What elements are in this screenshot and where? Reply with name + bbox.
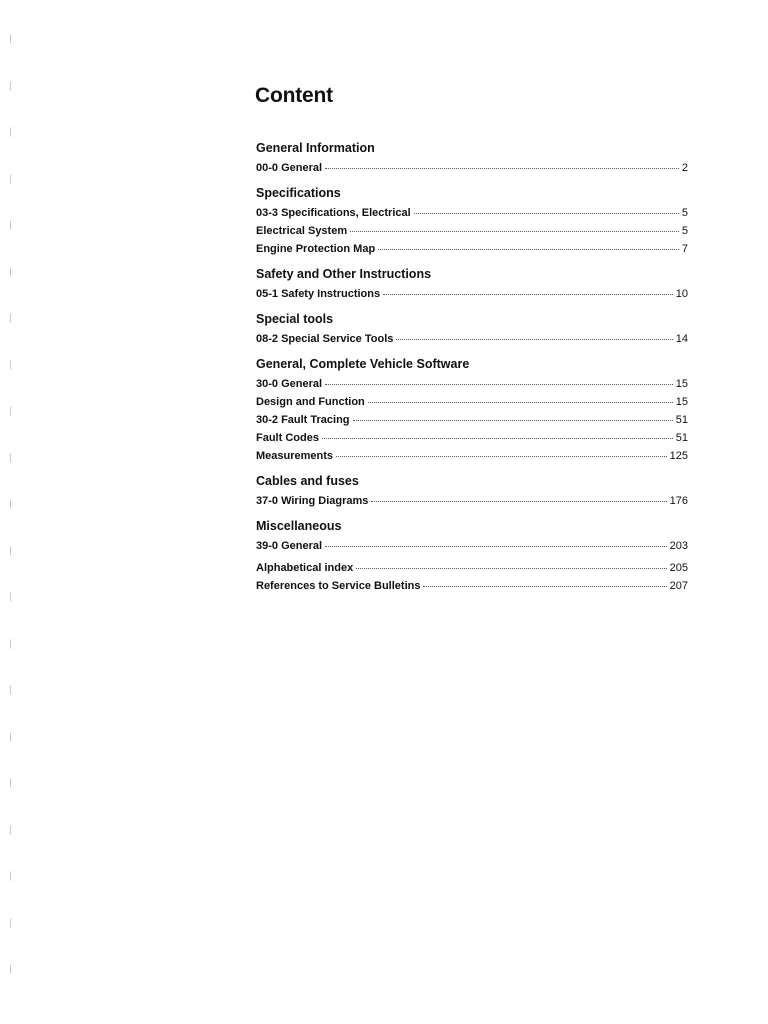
toc-section — [256, 356, 688, 465]
section-heading: Miscellaneous — [256, 519, 342, 533]
toc-entry[interactable] — [256, 240, 688, 258]
binding-mark — [10, 592, 14, 602]
dot-leader — [383, 293, 673, 295]
binding-mark — [10, 871, 14, 881]
entry-label: 08-2 Special Service Tools — [256, 333, 394, 345]
binding-mark — [10, 639, 14, 649]
toc-entry[interactable] — [256, 285, 688, 303]
binding-mark — [10, 313, 14, 323]
toc-section — [256, 266, 688, 303]
dot-leader — [378, 248, 679, 250]
entry-label: 03-3 Specifications, Electrical — [256, 207, 411, 219]
toc-entry[interactable] — [256, 447, 688, 465]
toc-entry[interactable] — [256, 559, 688, 577]
toc-section — [256, 311, 688, 348]
binding-mark — [10, 825, 14, 835]
binding-mark — [10, 685, 14, 695]
binding-mark — [10, 81, 14, 91]
section-heading: Safety and Other Instructions — [256, 267, 432, 281]
dot-leader — [423, 585, 666, 587]
dot-leader — [396, 338, 672, 340]
entry-page-number: 14 — [675, 333, 688, 345]
page-title: Content — [255, 84, 333, 107]
toc-section — [256, 140, 688, 177]
entry-label: 00-0 General — [256, 162, 323, 174]
entry-label: 05-1 Safety Instructions — [256, 288, 381, 300]
entry-label: Engine Protection Map — [256, 243, 376, 255]
toc-entry[interactable] — [256, 159, 688, 177]
binding-mark — [10, 964, 14, 974]
toc-entry[interactable] — [256, 375, 688, 393]
entry-page-number: 5 — [681, 207, 688, 219]
toc-entry[interactable] — [256, 492, 688, 510]
binding-mark — [10, 732, 14, 742]
binding-mark — [10, 267, 14, 277]
binding-mark — [10, 127, 14, 137]
binding-mark — [10, 360, 14, 370]
entry-page-number: 15 — [675, 378, 688, 390]
toc-entry[interactable] — [256, 330, 688, 348]
binding-mark — [10, 453, 14, 463]
dot-leader — [325, 167, 679, 169]
entry-page-number: 207 — [669, 580, 688, 592]
entry-page-number: 51 — [675, 432, 688, 444]
entry-label: Measurements — [256, 450, 334, 462]
toc-section — [256, 473, 688, 510]
entry-page-number: 15 — [675, 396, 688, 408]
dot-leader — [414, 212, 679, 214]
entry-label: Fault Codes — [256, 432, 319, 444]
entry-label: Electrical System — [256, 225, 348, 237]
entry-label: 30-2 Fault Tracing — [256, 414, 350, 426]
binding-mark — [10, 778, 14, 788]
entry-label: Alphabetical index — [256, 562, 354, 574]
entry-page-number: 205 — [669, 562, 688, 574]
toc-entry[interactable] — [256, 429, 688, 447]
binding-mark — [10, 918, 14, 928]
entry-page-number: 176 — [669, 495, 688, 507]
binding-mark — [10, 406, 14, 416]
binding-mark — [10, 174, 14, 184]
binding-marks — [10, 0, 22, 1024]
dot-leader — [356, 567, 666, 569]
section-heading: General Information — [256, 141, 375, 155]
entry-label: 30-0 General — [256, 378, 323, 390]
toc-section — [256, 185, 688, 258]
toc-section — [256, 518, 688, 555]
dot-leader — [325, 545, 667, 547]
entry-page-number: 51 — [675, 414, 688, 426]
entry-page-number: 5 — [681, 225, 688, 237]
dot-leader — [368, 401, 673, 403]
section-heading: Special tools — [256, 312, 334, 326]
toc-section — [256, 559, 688, 595]
binding-mark — [10, 220, 14, 230]
binding-mark — [10, 499, 14, 509]
entry-label: 39-0 General — [256, 540, 323, 552]
entry-label: 37-0 Wiring Diagrams — [256, 495, 369, 507]
toc-entry[interactable] — [256, 411, 688, 429]
dot-leader — [336, 455, 667, 457]
binding-mark — [10, 546, 14, 556]
toc-entry[interactable] — [256, 204, 688, 222]
entry-page-number: 2 — [681, 162, 688, 174]
dot-leader — [353, 419, 673, 421]
dot-leader — [350, 230, 679, 232]
dot-leader — [325, 383, 673, 385]
section-heading: Cables and fuses — [256, 474, 359, 488]
toc-entry[interactable] — [256, 537, 688, 555]
entry-page-number: 7 — [681, 243, 688, 255]
entry-page-number: 125 — [669, 450, 688, 462]
section-heading: General, Complete Vehicle Software — [256, 357, 470, 371]
entry-page-number: 10 — [675, 288, 688, 300]
entry-label: References to Service Bulletins — [256, 580, 421, 592]
entry-page-number: 203 — [669, 540, 688, 552]
table-of-contents — [256, 140, 688, 603]
binding-mark — [10, 34, 14, 44]
section-heading: Specifications — [256, 186, 341, 200]
dot-leader — [322, 437, 673, 439]
dot-leader — [371, 500, 666, 502]
entry-label: Design and Function — [256, 396, 365, 408]
toc-entry[interactable] — [256, 393, 688, 411]
toc-entry[interactable] — [256, 222, 688, 240]
toc-entry[interactable] — [256, 577, 688, 595]
